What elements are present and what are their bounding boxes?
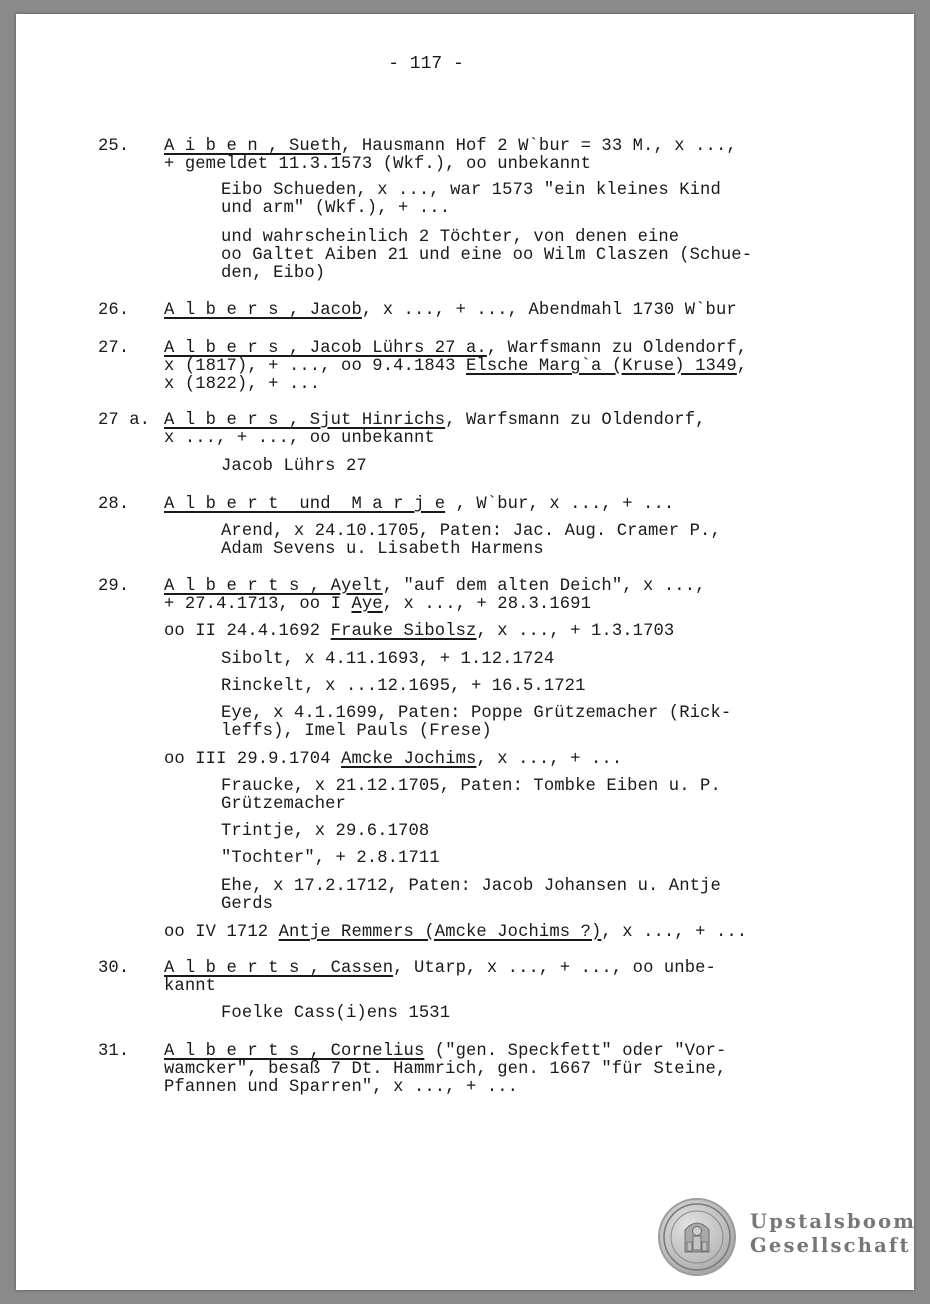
entry-25-line	[164, 138, 737, 156]
child-line: Foelke Cass(i)ens 1531	[221, 1004, 451, 1023]
entry-29-line2	[164, 596, 591, 614]
document-page	[16, 14, 917, 1290]
child-line: Eye, x 4.1.1699, Paten: Poppe Grützemacher (Rick-	[221, 704, 732, 723]
logo-line-1: Upstalsboom	[750, 1210, 917, 1233]
entry-number: 27 a.	[98, 411, 151, 430]
person-name: A l b e r s , Jacob Lührs 27 a.	[164, 339, 487, 358]
entry-number: 31.	[98, 1042, 130, 1061]
person-name: A l b e r s , Sjut Hinrichs	[164, 411, 446, 430]
entry-27-line	[164, 340, 747, 358]
entry-text: , x ..., + ...	[601, 923, 748, 942]
person-name: A l b e r s , Jacob	[164, 301, 362, 320]
entry-text: ,	[736, 357, 748, 376]
child-line: Grützemacher	[221, 795, 346, 814]
child-line: Ehe, x 17.2.1712, Paten: Jacob Johansen u. Antje	[221, 877, 721, 896]
child-line: Arend, x 24.10.1705, Paten: Jac. Aug. Cramer P.,	[221, 522, 721, 541]
entry-number: 27.	[98, 339, 130, 358]
entry-text: x (1822), + ...	[164, 375, 321, 394]
entry-text: , Warfsmann zu Oldendorf,	[486, 339, 748, 358]
person-name: A l b e r t s , Cornelius	[164, 1042, 425, 1061]
entry-text: ("gen. Speckfett" oder "Vor-	[424, 1042, 727, 1061]
spouse-name: Elsche Marg`a (Kruse) 1349	[466, 357, 737, 376]
person-name: A i b e n , Sueth	[164, 137, 342, 156]
entry-text: oo III 29.9.1704	[164, 750, 342, 769]
person-name: A l b e r t s , Ayelt	[164, 577, 383, 596]
spouse-name: Antje Remmers (Amcke Jochims ?)	[278, 923, 602, 942]
entry-text: , x ..., + ...	[476, 750, 623, 769]
entry-30-line	[164, 960, 716, 978]
entry-text: wamcker", besaß 7 Dt. Hammrich, gen. 1667 "für Steine,	[164, 1060, 727, 1079]
logo-text	[750, 1210, 916, 1258]
spouse-name: Amcke Jochims	[341, 750, 477, 769]
society-logo	[658, 1198, 917, 1278]
entry-text: oo IV 1712	[164, 923, 279, 942]
entry-text: Pfannen und Sparren", x ..., + ...	[164, 1078, 519, 1097]
entry-number: 26.	[98, 301, 130, 320]
spouse-name: Frauke Sibolsz	[330, 622, 477, 641]
child-line: Rinckelt, x ...12.1695, + 16.5.1721	[221, 677, 586, 696]
entry-number: 30.	[98, 959, 130, 978]
entry-number: 28.	[98, 495, 130, 514]
child-line: den, Eibo)	[221, 264, 326, 283]
person-name: A l b e r t und M a r j e	[164, 495, 446, 514]
entry-number: 29.	[98, 577, 130, 596]
entry-text: , Warfsmann zu Oldendorf,	[445, 411, 706, 430]
entry-27-line2	[164, 358, 747, 376]
entry-26-line	[164, 302, 737, 320]
marriage-line	[164, 623, 674, 641]
child-line: "Tochter", + 2.8.1711	[221, 849, 440, 868]
marriage-line	[164, 924, 747, 942]
entry-text: + gemeldet 11.3.1573 (Wkf.), oo unbekannt	[164, 155, 591, 174]
child-line: Gerds	[221, 895, 274, 914]
entry-number: 25.	[98, 137, 130, 156]
entry-text: , x ..., + ..., Abendmahl 1730 W`bur	[361, 301, 737, 320]
child-line: Eibo Schueden, x ..., war 1573 "ein kleines Kind	[221, 181, 721, 200]
child-line: Sibolt, x 4.11.1693, + 1.12.1724	[221, 650, 555, 669]
entry-text: kannt	[164, 977, 217, 996]
page-number: - 117 -	[388, 54, 464, 74]
entry-27a-line	[164, 412, 706, 430]
entry-text: , x ..., + 28.3.1691	[382, 595, 592, 614]
child-line: Trintje, x 29.6.1708	[221, 822, 430, 841]
logo-line-2: Gesellschaft	[750, 1234, 911, 1257]
child-line: Adam Sevens u. Lisabeth Harmens	[221, 540, 544, 559]
seal-icon	[658, 1198, 736, 1276]
child-line: und wahrscheinlich 2 Töchter, von denen eine	[221, 228, 680, 247]
child-line: oo Galtet Aiben 21 und eine oo Wilm Claszen (Schue-	[221, 246, 753, 265]
child-line: Fraucke, x 21.12.1705, Paten: Tombke Eiben u. P.	[221, 777, 721, 796]
entry-text: x (1817), + ..., oo 9.4.1843	[164, 357, 467, 376]
entry-31-line	[164, 1043, 726, 1061]
child-line: leffs), Imel Pauls (Frese)	[221, 722, 492, 741]
person-name: A l b e r t s , Cassen	[164, 959, 394, 978]
entry-text: , x ..., + 1.3.1703	[476, 622, 675, 641]
marriage-line	[164, 751, 622, 769]
entry-text: , Utarp, x ..., + ..., oo unbe-	[393, 959, 716, 978]
entry-text: , "auf dem alten Deich", x ...,	[382, 577, 706, 596]
entry-text: , W`bur, x ..., + ...	[445, 495, 675, 514]
child-line: Jacob Lührs 27	[221, 457, 367, 476]
entry-text: oo II 24.4.1692	[164, 622, 331, 641]
entry-text: x ..., + ..., oo unbekannt	[164, 429, 435, 448]
entry-28-line	[164, 496, 674, 514]
spouse-name: Aye	[351, 595, 383, 614]
child-line: und arm" (Wkf.), + ...	[221, 199, 451, 218]
entry-text: , Hausmann Hof 2 W`bur = 33 M., x ...,	[341, 137, 737, 156]
entry-text: + 27.4.1713, oo I	[164, 595, 352, 614]
entry-29-line	[164, 578, 706, 596]
